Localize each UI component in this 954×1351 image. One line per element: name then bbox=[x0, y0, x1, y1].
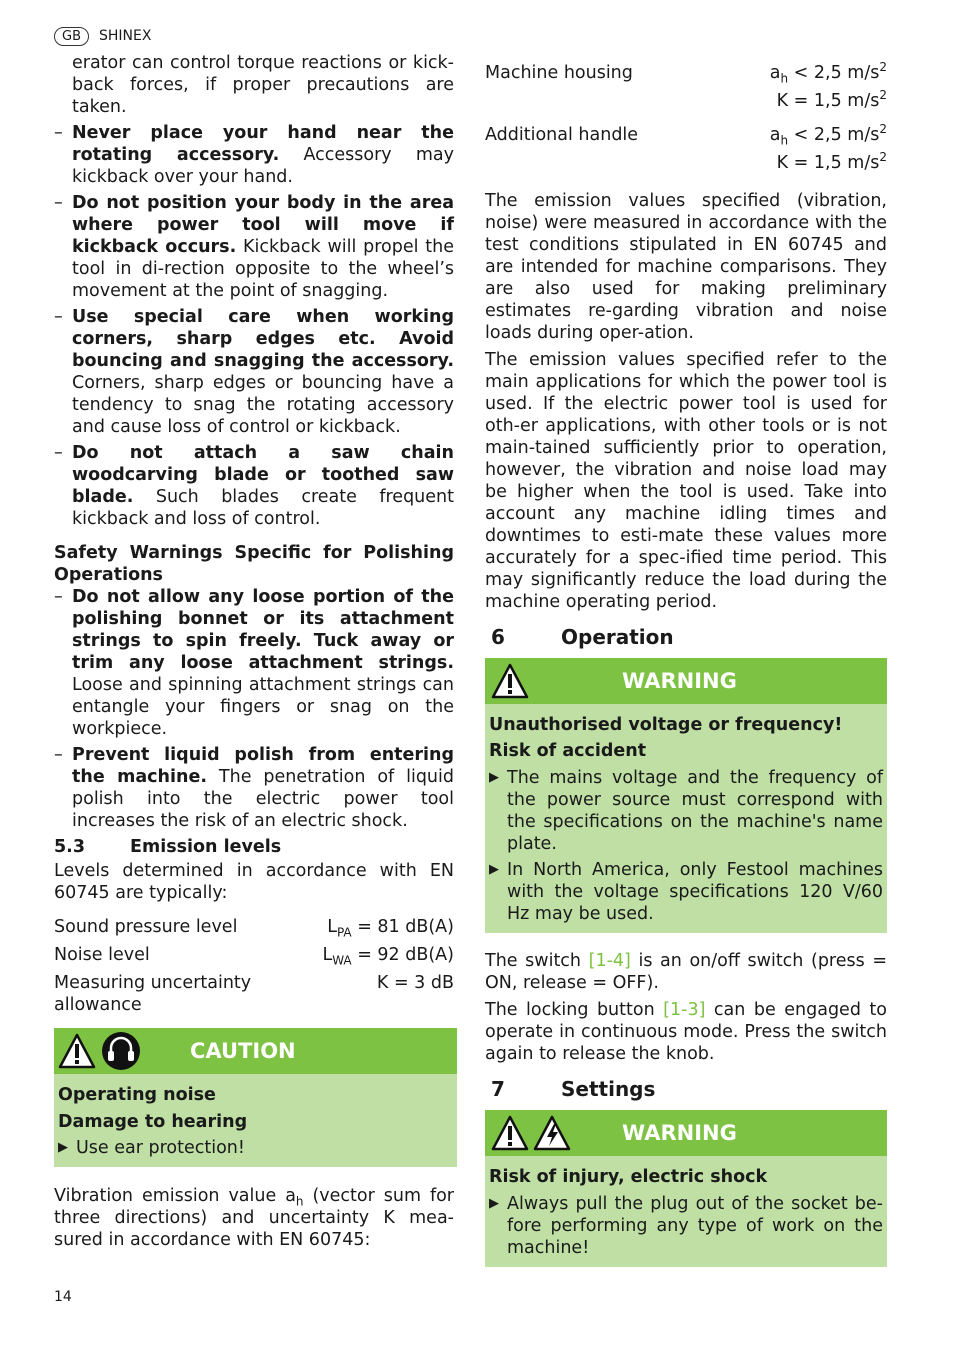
warning-box-operation bbox=[485, 658, 887, 933]
warning-item: ▶ In North America, only Festool machines with the voltage specifications 120 V/60 Hz may be used. bbox=[489, 860, 883, 924]
list-item: – Use special care when working corners, sharp edges etc. Avoid bouncing and snagging the accessory. Corners, sharp edges or bouncing have a tendency to snag the rotating accessory and cause loss of control or kickback. bbox=[54, 307, 454, 437]
locking-paragraph: The locking button [1-3] can be engaged to operate in continuous mode. Press the switch again to release the knob. bbox=[485, 1000, 887, 1064]
list-item: – Do not position your body in the area where power tool will move if kickback occurs. Kickback will propel the tool in di-rection opposite to the wheel’s movement at the point of snagging. bbox=[54, 193, 454, 301]
caution-label: CAUTION bbox=[190, 1039, 296, 1063]
list-item: – Do not allow any loose portion of the polishing bonnet or its attachment strings to spin freely. Tuck away or trim any loose attachment strings. Loose and spinning attachment strings can entangle your fingers or snag on the workpiece. bbox=[54, 587, 454, 739]
vibration-table bbox=[485, 62, 887, 174]
left-column bbox=[54, 52, 454, 1251]
caution-line1: Operating noise bbox=[58, 1085, 216, 1105]
section-7-heading: 7 Settings bbox=[491, 1077, 656, 1101]
warning-item: ▶ The mains voltage and the frequency of the power source must correspond with the specifications on the machine's name plate. bbox=[489, 768, 883, 854]
emission-paragraph-1: The emission values specified (vibration, noise) were measured in accordance with the test conditions stipulated in EN 60745 and are intended for machine comparisons. They are also used for making preliminary estimates re-garding vibration and noise loads during oper-ation. bbox=[485, 191, 887, 343]
table-row: Additional handle $a_h < 2,5$ $m/s^2$ K = 1,5 $m/s^2$ bbox=[485, 122, 887, 173]
warning-line2: Risk of accident bbox=[489, 741, 647, 761]
table-row: Sound pressure level $L_{PA} = 81$ dB(A) bbox=[54, 917, 454, 940]
locking-reference-link[interactable]: [1-3] bbox=[663, 1000, 706, 1020]
warning-box-settings bbox=[485, 1110, 887, 1267]
product-name: SHINEX bbox=[99, 28, 152, 44]
list-item: – Prevent liquid polish from entering the machine. The penetration of liquid polish into the electric power tool increases the risk of an electric shock. bbox=[54, 745, 454, 831]
emission-paragraph-2: The emission values specified refer to the main applications for which the power tool is used. If the electric power tool is used for oth-er applications, with other tools or is not main-tained sufficiently prior to operation, however, the vibration and noise load may be higher when the tool is used. Take into account any machine idling times and downtimes to esti-mate these values more accurately for a spec-ified time period. This may significantly reduce the load during the machine operating period. bbox=[485, 350, 887, 612]
warning-line1: Unauthorised voltage or frequency! bbox=[489, 715, 843, 735]
section-5-3-heading: 5.3 Emission levels bbox=[54, 837, 282, 857]
caution-item: ▶ Use ear protection! bbox=[58, 1138, 245, 1158]
warning-triangle-icon bbox=[491, 663, 529, 699]
table-row: Measuring uncertainty allowance K = 3 dB bbox=[54, 973, 454, 1015]
warning-label: WARNING bbox=[622, 1121, 737, 1145]
language-badge: GB bbox=[54, 27, 89, 46]
warning-triangle-icon bbox=[58, 1033, 96, 1069]
warning-line1: Risk of injury, electric shock bbox=[489, 1167, 768, 1187]
warning-triangle-icon bbox=[491, 1115, 529, 1151]
ear-protection-icon bbox=[100, 1031, 142, 1071]
vibration-intro: Vibration emission value $a_h$ (vector sum for three directions) and uncertainty K mea-sured in accordance with EN 60745: bbox=[54, 1186, 455, 1250]
switch-paragraph: The switch [1-4] is an on/off switch (press = ON, release = OFF). bbox=[485, 951, 888, 993]
warning-item: ▶ Always pull the plug out of the socket be-fore performing any type of work on the machine! bbox=[489, 1194, 883, 1258]
levels-intro: Levels determined in accordance with EN 60745 are typically: bbox=[54, 861, 454, 903]
section-6-heading: 6 Operation bbox=[491, 625, 674, 649]
polishing-heading: Safety Warnings Specific for Polishing Operations bbox=[54, 543, 454, 585]
caution-box bbox=[54, 1028, 457, 1167]
warning-label: WARNING bbox=[622, 669, 737, 693]
page-number: 14 bbox=[54, 1289, 72, 1305]
electric-shock-icon bbox=[533, 1115, 571, 1151]
page-header bbox=[54, 25, 151, 47]
table-row: Noise level $L_{WA} = 92$ dB(A) bbox=[54, 945, 454, 968]
switch-reference-link[interactable]: [1-4] bbox=[588, 951, 631, 971]
right-column bbox=[485, 62, 887, 1267]
caution-line2: Damage to hearing bbox=[58, 1112, 248, 1132]
table-row: Machine housing $a_h < 2,5$ $m/s^2$ K = 1,5 $m/s^2$ bbox=[485, 60, 887, 111]
levels-table bbox=[54, 916, 454, 1016]
list-item: – Do not attach a saw chain woodcarving blade or toothed saw blade. Such blades create frequent kickback and loss of control. bbox=[54, 443, 454, 529]
list-item: – Never place your hand near the rotating accessory. Accessory may kickback over your hand. bbox=[54, 123, 454, 187]
intro-text: erator can control torque reactions or kick-back forces, if proper precautions are taken. bbox=[72, 53, 454, 117]
